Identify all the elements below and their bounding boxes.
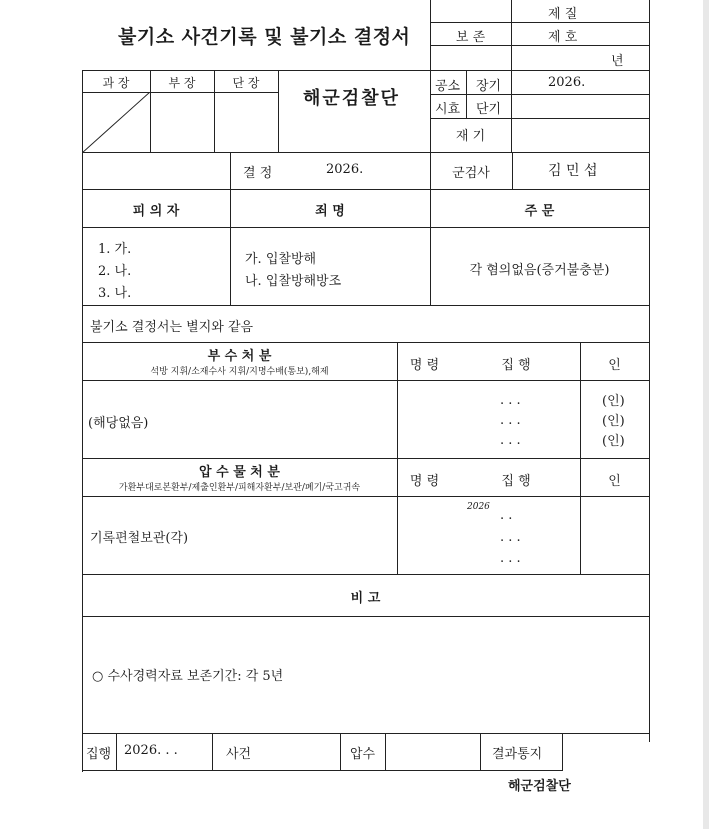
short-term-label: 단기 bbox=[475, 102, 502, 117]
seized-order-label: 명 령 bbox=[409, 474, 440, 489]
footer-exec-date: 2026. . . bbox=[124, 743, 178, 758]
decision-date: 2026. bbox=[326, 162, 364, 177]
long-term-value: 2026. bbox=[548, 75, 586, 90]
footer-office: 해군검찰단 bbox=[508, 779, 571, 794]
incidental-exec-date: . . . bbox=[500, 393, 521, 408]
office-name: 해군검찰단 bbox=[303, 88, 400, 109]
public-label: 공소 bbox=[435, 79, 461, 94]
footer-result-label: 결과통지 bbox=[492, 747, 543, 762]
prosecutor-label: 군검사 bbox=[452, 166, 490, 181]
note-text: 불기소 결정서는 별지와 같음 bbox=[90, 320, 254, 335]
incidental-seal: (인) bbox=[602, 394, 625, 409]
charge-header: 죄 명 bbox=[315, 204, 345, 219]
seized-exec-date: . . . bbox=[500, 530, 521, 545]
charge-item: 나. 입찰방해방조 bbox=[245, 274, 342, 289]
remarks-title: 비 고 bbox=[350, 591, 381, 606]
order-text: 각 혐의없음(증거불충분) bbox=[469, 263, 610, 278]
document-title: 불기소 사건기록 및 불기소 결정서 bbox=[118, 26, 411, 48]
charge-item: 가. 입찰방해 bbox=[245, 252, 317, 267]
incidental-seal: (인) bbox=[602, 434, 625, 449]
seized-seal-label: 인 bbox=[608, 474, 621, 489]
preserve-volume: 제 질 bbox=[548, 7, 578, 22]
suspect-header: 피 의 자 bbox=[132, 204, 180, 219]
limitation-label: 시효 bbox=[435, 102, 461, 117]
incidental-exec-date: . . . bbox=[500, 433, 521, 448]
scan-edge bbox=[703, 0, 709, 829]
footer-case-label: 사건 bbox=[226, 747, 252, 762]
suspect-item: 2. 나. bbox=[98, 264, 132, 279]
seized-exec-date: . . bbox=[500, 508, 513, 523]
handwritten-year: 2026 bbox=[467, 502, 490, 512]
approval-label-deputy: 부 장 bbox=[168, 76, 196, 90]
approval-label-section-chief: 과 장 bbox=[102, 76, 130, 90]
incidental-title: 부 수 처 분 bbox=[207, 349, 272, 364]
incidental-seal-label: 인 bbox=[608, 358, 621, 373]
seized-content: 기록편철보관(각) bbox=[90, 531, 189, 546]
seized-exec-label: 집 행 bbox=[501, 474, 531, 489]
incidental-order-label: 명 령 bbox=[409, 358, 440, 373]
footer-seized-label: 압수 bbox=[350, 747, 376, 762]
suspect-item: 1. 가. bbox=[98, 242, 132, 257]
incidental-seal: (인) bbox=[602, 414, 625, 429]
restart-label: 재 기 bbox=[455, 129, 486, 144]
incidental-subtitle: 석방 지휘/소재수사 지휘/지명수배(통보),해제 bbox=[150, 367, 329, 377]
footer-exec-label: 집행 bbox=[86, 747, 112, 762]
remarks-text: ○ 수사경력자료 보존기간: 각 5년 bbox=[92, 669, 284, 684]
long-term-label: 장기 bbox=[475, 79, 502, 94]
seized-exec-date: . . . bbox=[500, 551, 521, 566]
order-header: 주 문 bbox=[524, 204, 555, 219]
preserve-number: 제 호 bbox=[548, 30, 578, 45]
seized-subtitle: 가환부대로본환부/제출인환부/피해자환부/보관/폐기/국고귀속 bbox=[118, 483, 361, 493]
incidental-content: (해당없음) bbox=[88, 416, 149, 431]
seized-title: 압 수 물 처 분 bbox=[199, 465, 280, 480]
prosecutor-name: 김 민 섭 bbox=[548, 163, 598, 179]
diagonal-strike bbox=[82, 92, 150, 153]
approval-label-director: 단 장 bbox=[232, 76, 260, 90]
decision-label: 결 정 bbox=[243, 166, 273, 181]
preserve-year: 년 bbox=[611, 54, 624, 69]
incidental-exec-label: 집 행 bbox=[501, 358, 531, 373]
incidental-exec-date: . . . bbox=[500, 413, 521, 428]
suspect-item: 3. 나. bbox=[98, 286, 132, 301]
preserve-label: 보 존 bbox=[455, 30, 486, 45]
